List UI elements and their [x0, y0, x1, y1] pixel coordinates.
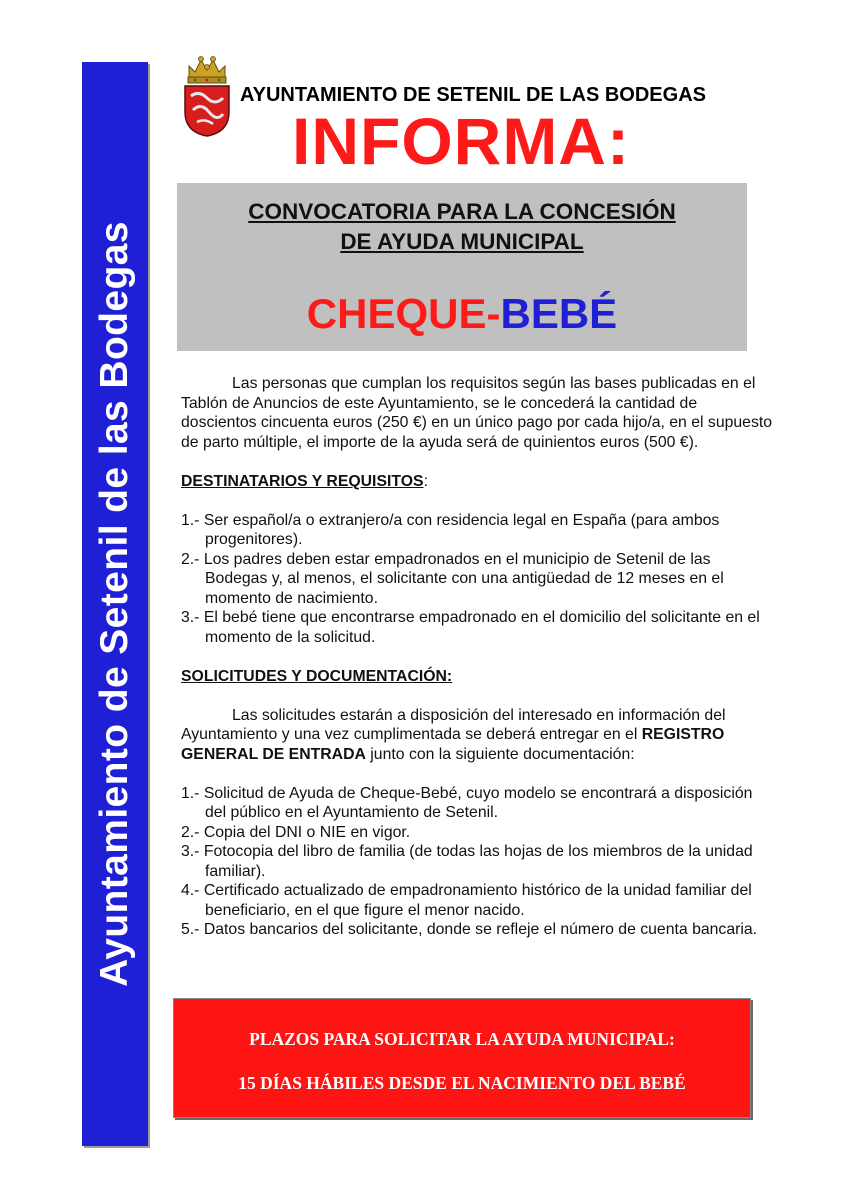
deadline-box — [173, 998, 751, 1118]
cheque-bebe-title — [177, 290, 747, 337]
document-item: 5.- Datos bancarios del solicitante, donde se refleje el número de cuenta bancaria. — [181, 921, 758, 938]
coat-of-arms-icon — [181, 52, 233, 138]
document-item: 3.- Fotocopia del libro de familia (de todas las hojas de los miembros de la unidad familiar). — [181, 843, 753, 880]
organization-name: AYUNTAMIENTO DE SETENIL DE LAS BODEGAS — [240, 84, 706, 106]
banner-title-line-2: DE AYUDA MUNICIPAL — [340, 229, 584, 254]
announcement-banner — [177, 183, 747, 351]
document-item: 2.- Copia del DNI o NIE en vigor. — [181, 823, 411, 841]
requirement-item: 3.- El bebé tiene que encontrarse empadronado en el domicilio del solicitante en el momento de la solicitud. — [181, 609, 760, 646]
deadline-value: 15 DÍAS HÁBILES DESDE EL NACIMIENTO DEL BEBÉ — [238, 1073, 686, 1093]
banner-title — [177, 197, 747, 257]
main-content — [181, 374, 773, 940]
informa-heading: INFORMA: — [292, 104, 630, 178]
cheque-part: CHEQUE- — [306, 290, 501, 337]
deadline-title: PLAZOS PARA SOLICITAR LA AYUDA MUNICIPAL: — [249, 1029, 675, 1049]
document-item: 4.- Certificado actualizado de empadronamiento histórico de la unidad familiar del beneficiario, en el que figure el menor nacido. — [181, 882, 752, 919]
requirement-item: 1.- Ser español/a o extranjero/a con residencia legal en España (para ambos progenitores). — [181, 511, 720, 548]
banner-title-line-1: CONVOCATORIA PARA LA CONCESIÓN — [248, 199, 676, 224]
requirement-item: 2.- Los padres deben estar empadronados en el municipio de Setenil de las Bodegas y, al menos, el solicitante con una antigüedad de 12 meses en el momento de nacimiento. — [181, 550, 724, 607]
document-item: 1.- Solicitud de Ayuda de Cheque-Bebé, cuyo modelo se encontrará a disposición del público en el Ayuntamiento de Setenil. — [181, 784, 753, 821]
intro-paragraph: Las personas que cumplan los requisitos según las bases publicadas en el Tablón de Anuncios de este Ayuntamiento, se le concederá la cantidad de doscientos cincuenta euros (250 €) en un único pago por cada hijo/a, en el supuesto de parto múltiple, el importe de la ayuda será de quinientos euros (500 €). — [181, 375, 773, 451]
bebe-part: BEBÉ — [500, 290, 618, 337]
applications-paragraph: Las solicitudes estarán a disposición del interesado en información del Ayuntamiento y una vez cumplimentada se deberá entregar en el REGISTRO GENERAL DE ENTRADA junto con la siguiente documentación: — [181, 706, 726, 763]
sidebar-banner — [82, 62, 148, 1146]
applications-heading: SOLICITUDES Y DOCUMENTACIÓN: — [181, 667, 453, 685]
requirements-heading: DESTINATARIOS Y REQUISITOS: — [181, 472, 428, 490]
sidebar-text: Ayuntamiento de Setenil de las Bodegas — [93, 221, 136, 987]
